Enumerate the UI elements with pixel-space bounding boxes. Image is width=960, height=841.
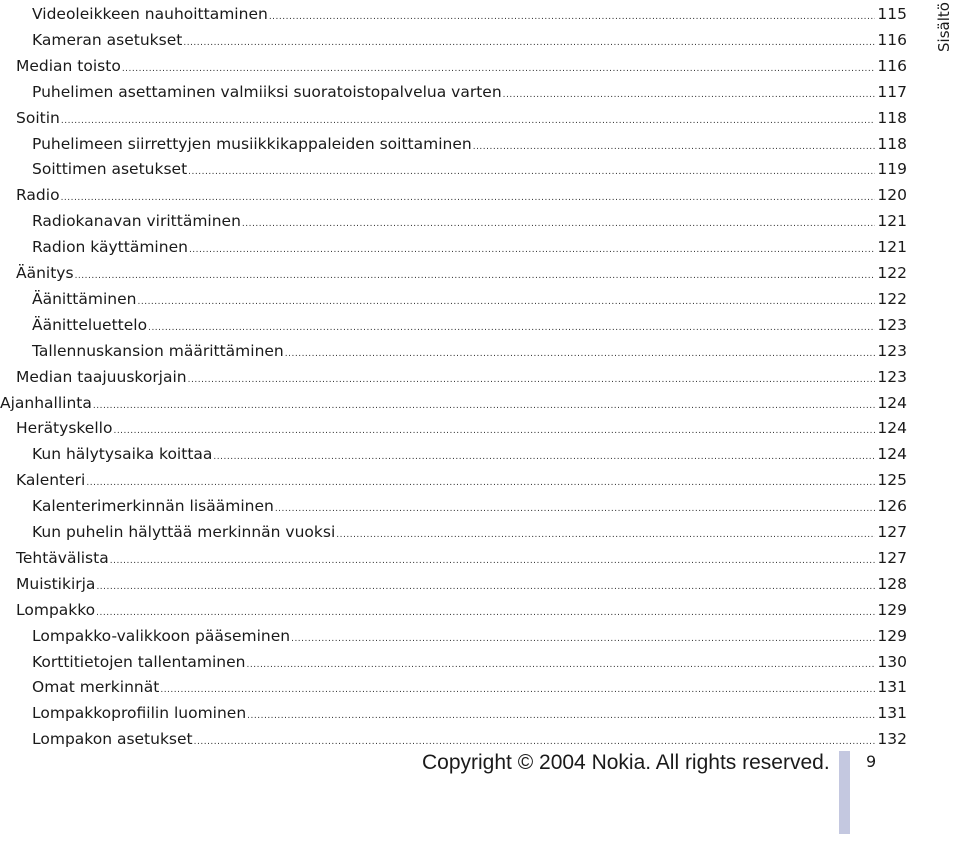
toc-entry-title: Muistikirja — [16, 574, 96, 593]
toc-entry-title: Omat merkinnät — [32, 678, 160, 697]
toc-entry[interactable] — [0, 649, 907, 675]
toc-entry[interactable] — [0, 441, 907, 467]
toc-entry-title: Ajanhallinta — [0, 393, 92, 412]
toc-entry-title: Soitin — [16, 108, 60, 127]
toc-entry-title: Puhelimeen siirrettyjen musiikkikappaleiden soittaminen — [32, 134, 472, 153]
toc-entry-page-number: 132 — [877, 730, 907, 749]
toc-entry-page-number: 123 — [877, 367, 907, 386]
toc-entry[interactable] — [0, 519, 907, 545]
toc-entry[interactable] — [0, 208, 907, 234]
toc-entry[interactable] — [0, 1, 907, 27]
toc-entry-title: Videoleikkeen nauhoittaminen — [32, 5, 268, 23]
toc-entry[interactable] — [0, 390, 907, 416]
toc-entry[interactable] — [0, 156, 907, 182]
toc-entry-page-number: 130 — [877, 652, 907, 671]
toc-entry-title: Tallennuskansion määrittäminen — [32, 341, 284, 360]
toc-entry[interactable] — [0, 674, 907, 700]
toc-entry-title: Korttitietojen tallentaminen — [32, 652, 246, 671]
toc-entry-page-number: 124 — [877, 393, 907, 412]
toc-entry-page-number: 119 — [877, 160, 907, 179]
footer-copyright: Copyright © 2004 Nokia. All rights reserved. — [422, 751, 830, 774]
toc-entry-page-number: 122 — [877, 264, 907, 282]
toc-entry-title: Herätyskello — [16, 419, 113, 438]
toc-entry-page-number: 127 — [877, 523, 907, 541]
toc-entry-page-number: 129 — [877, 600, 907, 619]
toc-entry[interactable] — [0, 545, 907, 571]
toc-entry-title: Äänitys — [16, 264, 74, 282]
section-side-label: Sisältö — [935, 2, 953, 52]
toc-entry-page-number: 131 — [877, 678, 907, 697]
toc-entry-title: Kalenteri — [16, 471, 86, 490]
toc-entry[interactable] — [0, 131, 907, 157]
toc-entry[interactable] — [0, 286, 907, 312]
toc-entry-title: Radiokanavan virittäminen — [32, 212, 241, 231]
toc-entry[interactable] — [0, 623, 907, 649]
toc-entry-title: Radion käyttäminen — [32, 238, 188, 257]
toc-entry-title: Median toisto — [16, 56, 121, 75]
toc-entry-page-number: 121 — [877, 238, 907, 257]
toc-entry[interactable] — [0, 415, 907, 441]
toc-entry[interactable] — [0, 53, 907, 79]
toc-entry[interactable] — [0, 182, 907, 208]
toc-entry-title: Kun hälytysaika koittaa — [32, 445, 213, 464]
footer-accent-bar — [839, 751, 850, 834]
toc-entry[interactable] — [0, 597, 907, 623]
toc-entry-page-number: 116 — [877, 30, 907, 49]
toc-entry-page-number: 124 — [877, 445, 907, 464]
toc-entry-title: Äänittäminen — [32, 289, 137, 308]
toc-entry-title: Tehtävälista — [16, 548, 109, 567]
toc-entry[interactable] — [0, 79, 907, 105]
toc-entry-page-number: 123 — [877, 341, 907, 360]
toc-entry-page-number: 115 — [877, 5, 907, 23]
toc-entry-title: Äänitteluettelo — [32, 315, 148, 334]
toc-entry-page-number: 122 — [877, 289, 907, 308]
toc-entry-page-number: 123 — [877, 315, 907, 334]
toc-entry-page-number: 127 — [877, 548, 907, 567]
toc-entry[interactable] — [0, 234, 907, 260]
toc-entry-page-number: 120 — [877, 186, 907, 205]
toc-entry-title: Kun puhelin hälyttää merkinnän vuoksi — [32, 523, 336, 541]
toc-entry-page-number: 126 — [877, 497, 907, 516]
toc-entry[interactable] — [0, 493, 907, 519]
toc-entry-page-number: 121 — [877, 212, 907, 231]
toc-entry-title: Lompakko — [16, 600, 96, 619]
toc-entry-page-number: 128 — [877, 574, 907, 593]
toc-entry[interactable] — [0, 467, 907, 493]
toc-entry-title: Kalenterimerkinnän lisääminen — [32, 497, 274, 516]
toc-entry[interactable] — [0, 27, 907, 53]
toc-entry-title: Lompakko-valikkoon pääseminen — [32, 626, 291, 645]
toc-entry-page-number: 124 — [877, 419, 907, 438]
toc-entry[interactable] — [0, 260, 907, 286]
toc-entry-title: Lompakon asetukset — [32, 730, 193, 749]
toc-entry-title: Soittimen asetukset — [32, 160, 188, 179]
page-number: 9 — [866, 752, 877, 771]
toc-entry-title: Lompakkoprofiilin luominen — [32, 704, 247, 723]
toc-entry-page-number: 131 — [877, 704, 907, 723]
toc-entry[interactable] — [0, 338, 907, 364]
toc-entry-title: Puhelimen asettaminen valmiiksi suoratoistopalvelua varten — [32, 82, 502, 101]
toc-entry-title: Kameran asetukset — [32, 30, 183, 49]
toc-entry-page-number: 125 — [877, 471, 907, 490]
toc-entry[interactable] — [0, 312, 907, 338]
toc-entry-page-number: 129 — [877, 626, 907, 645]
toc-entry[interactable] — [0, 364, 907, 390]
toc-entry-page-number: 118 — [877, 134, 907, 153]
toc-entry-title: Median taajuuskorjain — [16, 367, 187, 386]
toc-entry-page-number: 117 — [877, 82, 907, 101]
toc-entry-page-number: 118 — [877, 108, 907, 127]
toc-entry[interactable] — [0, 571, 907, 597]
toc-entry[interactable] — [0, 105, 907, 131]
toc-entry-title: Radio — [16, 186, 60, 205]
toc-entry-page-number: 116 — [877, 56, 907, 75]
toc-entry[interactable] — [0, 700, 907, 726]
